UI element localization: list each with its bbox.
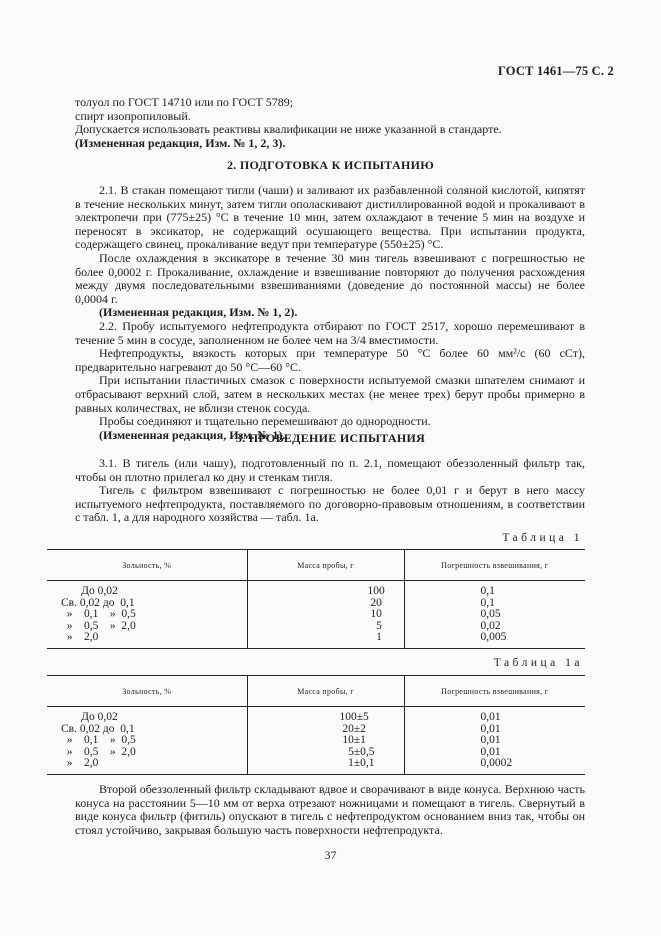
error-column (404, 581, 585, 649)
table-cell: 20±2 (339, 722, 366, 735)
table-cell: 0,0002 (480, 757, 513, 769)
table-cell: » 0,5 » 2,0 (61, 619, 136, 632)
section-3-title: 3. ПРОВЕДЕНИЕ ИСПЫТАНИЯ (235, 431, 426, 445)
mass-column (247, 707, 404, 775)
paragraph: 3.1. В тигель (или чашу), подготовленный по п. 2.1, помещают обеззоленный фильтр так, чтобы он плотно прилегал ко дну и стенкам тигля. (75, 456, 585, 484)
running-header: ГОСТ 1461—75 С. 2 (497, 64, 614, 78)
section-2-body (75, 184, 585, 442)
table-cell: Св. 0,02 до 0,1 (61, 596, 135, 609)
table-cell: До 0,02 (61, 585, 118, 597)
page-number: 37 (324, 848, 337, 862)
table-1a (47, 675, 585, 775)
intro-block (75, 96, 585, 150)
table-cell: 10 (367, 608, 382, 620)
table-cell: 20 (367, 596, 382, 609)
paragraph: Тигель с фильтром взвешивают с погрешностью не более 0,01 г и берут в него массу испытуемого нефтепродукта, поставляемого по договорно-правовым отношениям, в соответствии с табл. 1, а для народного хозяйства — табл. 1а. (75, 483, 585, 525)
error-column (404, 707, 585, 775)
column-header: Масса пробы, г (247, 550, 404, 581)
amendment-note: (Измененная редакция, Изм. № 1, 2, 3). (75, 135, 286, 150)
column-header: Зольность, % (47, 550, 247, 581)
table-cell: 0,1 (480, 596, 495, 609)
paragraph: Второй обеззоленный фильтр складывают вдвое и сворачивают в виде конуса. Верхнюю часть конуса на расстоянии 5—10 мм от верха отрезают ножницами и помещают в тигель. Свернутый в виде конуса фильтр (фитиль) опускают в тигель с нефтепродуктом основанием вниз так, чтобы он стоял устойчиво, закрывая большую часть поверхности нефтепродукта. (75, 782, 585, 837)
table-header-row (47, 550, 585, 581)
table-cell: 0,01 (480, 711, 501, 723)
table-cell: 5 (367, 619, 382, 632)
paragraph: 2.1. В стакан помещают тигли (чаши) и заливают их разбавленной соляной кислотой, кипятят в течение нескольких минут, затем тигли ополаскивают дистиллированной водой и прокаливают в электропечи при (775±25) °С в течение 10 мин, затем охлаждают в течение 5 мин на воздухе и переносят в эксикатор, не содержащий осушающего вещества. При испытании продукта, содержащего свинец, прокаливание ведут при температуре (550±25) °С. (75, 183, 585, 252)
amendment-note: (Измененная редакция, Изм. № 1). (99, 427, 286, 442)
amendment-note: (Измененная редакция, Изм. № 1, 2). (99, 305, 298, 320)
table-cell: До 0,02 (61, 711, 118, 723)
table-cell: 10±1 (339, 734, 366, 746)
table-cell: 0,01 (480, 734, 501, 746)
table-cell: » 2,0 (61, 631, 99, 643)
table-cell: » 0,1 » 0,5 (61, 608, 136, 620)
table-cell: Св. 0,02 до 0,1 (61, 722, 135, 735)
column-header: Погрешность взвешивания, г (404, 550, 585, 581)
table-cell: » 0,5 » 2,0 (61, 745, 136, 758)
intro-line: спирт изопропиловый. (75, 108, 191, 123)
table-1 (47, 549, 585, 649)
paragraph: При испытании пластичных смазок с поверхности испытуемой смазки шпателем снимают и отбрасывают верхний слой, затем в нескольких местах (не менее трех) берут пробы примерно в равных количествах, не вблизи стенок сосуда. (75, 373, 585, 415)
ash-column (47, 707, 247, 775)
table-cell: 0,05 (480, 608, 501, 620)
table-header-row (47, 676, 585, 707)
column-header: Масса пробы, г (247, 676, 404, 707)
ash-column (47, 581, 247, 649)
table-cell: 0,005 (480, 631, 507, 643)
table-1-caption: Таблица 1 (502, 532, 583, 544)
intro-line: толуол по ГОСТ 14710 или по ГОСТ 5789; (75, 95, 294, 109)
paragraph: Нефтепродукты, вязкость которых при температуре 50 °С более 60 мм²/с (60 сСт), предварительно нагревают до 50 °С—60 °С. (75, 346, 585, 374)
table-cell: 0,01 (480, 722, 501, 735)
column-header: Зольность, % (47, 676, 247, 707)
table-body-row (47, 581, 585, 649)
table-1a-caption: Таблица 1а (493, 657, 583, 669)
table-cell: 0,1 (480, 585, 495, 597)
paragraph: После охлаждения в эксикаторе в течение 30 мин тигель взвешивают с погрешностью не более 0,0002 г. Прокаливание, охлаждение и взвешивание повторяют до получения расхождения между двумя последовательными взвешиваниями (доведение до постоянной массы) не более 0,0004 г. (75, 250, 585, 306)
table-cell: 100 (367, 585, 385, 597)
table-cell: » 2,0 (61, 757, 99, 769)
table-cell: 0,02 (480, 619, 501, 632)
table-cell: 5±0,5 (339, 745, 375, 758)
table-body-row (47, 707, 585, 775)
table-cell: 1±0,1 (339, 757, 375, 769)
mass-column (247, 581, 404, 649)
paragraph: 2.2. Пробу испытуемого нефтепродукта отбирают по ГОСТ 2517, хорошо перемешивают в течение 5 мин в сосуде, заполненном не более чем на 3/4 вместимости. (75, 318, 585, 347)
table-cell: 1 (367, 631, 382, 643)
table-cell: 100±5 (339, 711, 369, 723)
section-2-title: 2. ПОДГОТОВКА К ИСПЫТАНИЮ (226, 158, 435, 172)
table-cell: 0,01 (480, 745, 501, 758)
paragraph: Пробы соединяют и тщательно перемешивают до однородности. (99, 414, 431, 429)
column-header: Погрешность взвешивания, г (404, 676, 585, 707)
table-cell: » 0,1 » 0,5 (61, 734, 136, 746)
intro-line: Допускается использовать реактивы квалификации не ниже указанной в стандарте. (75, 122, 502, 137)
closing-block (75, 783, 585, 837)
section-3-body (75, 457, 585, 525)
